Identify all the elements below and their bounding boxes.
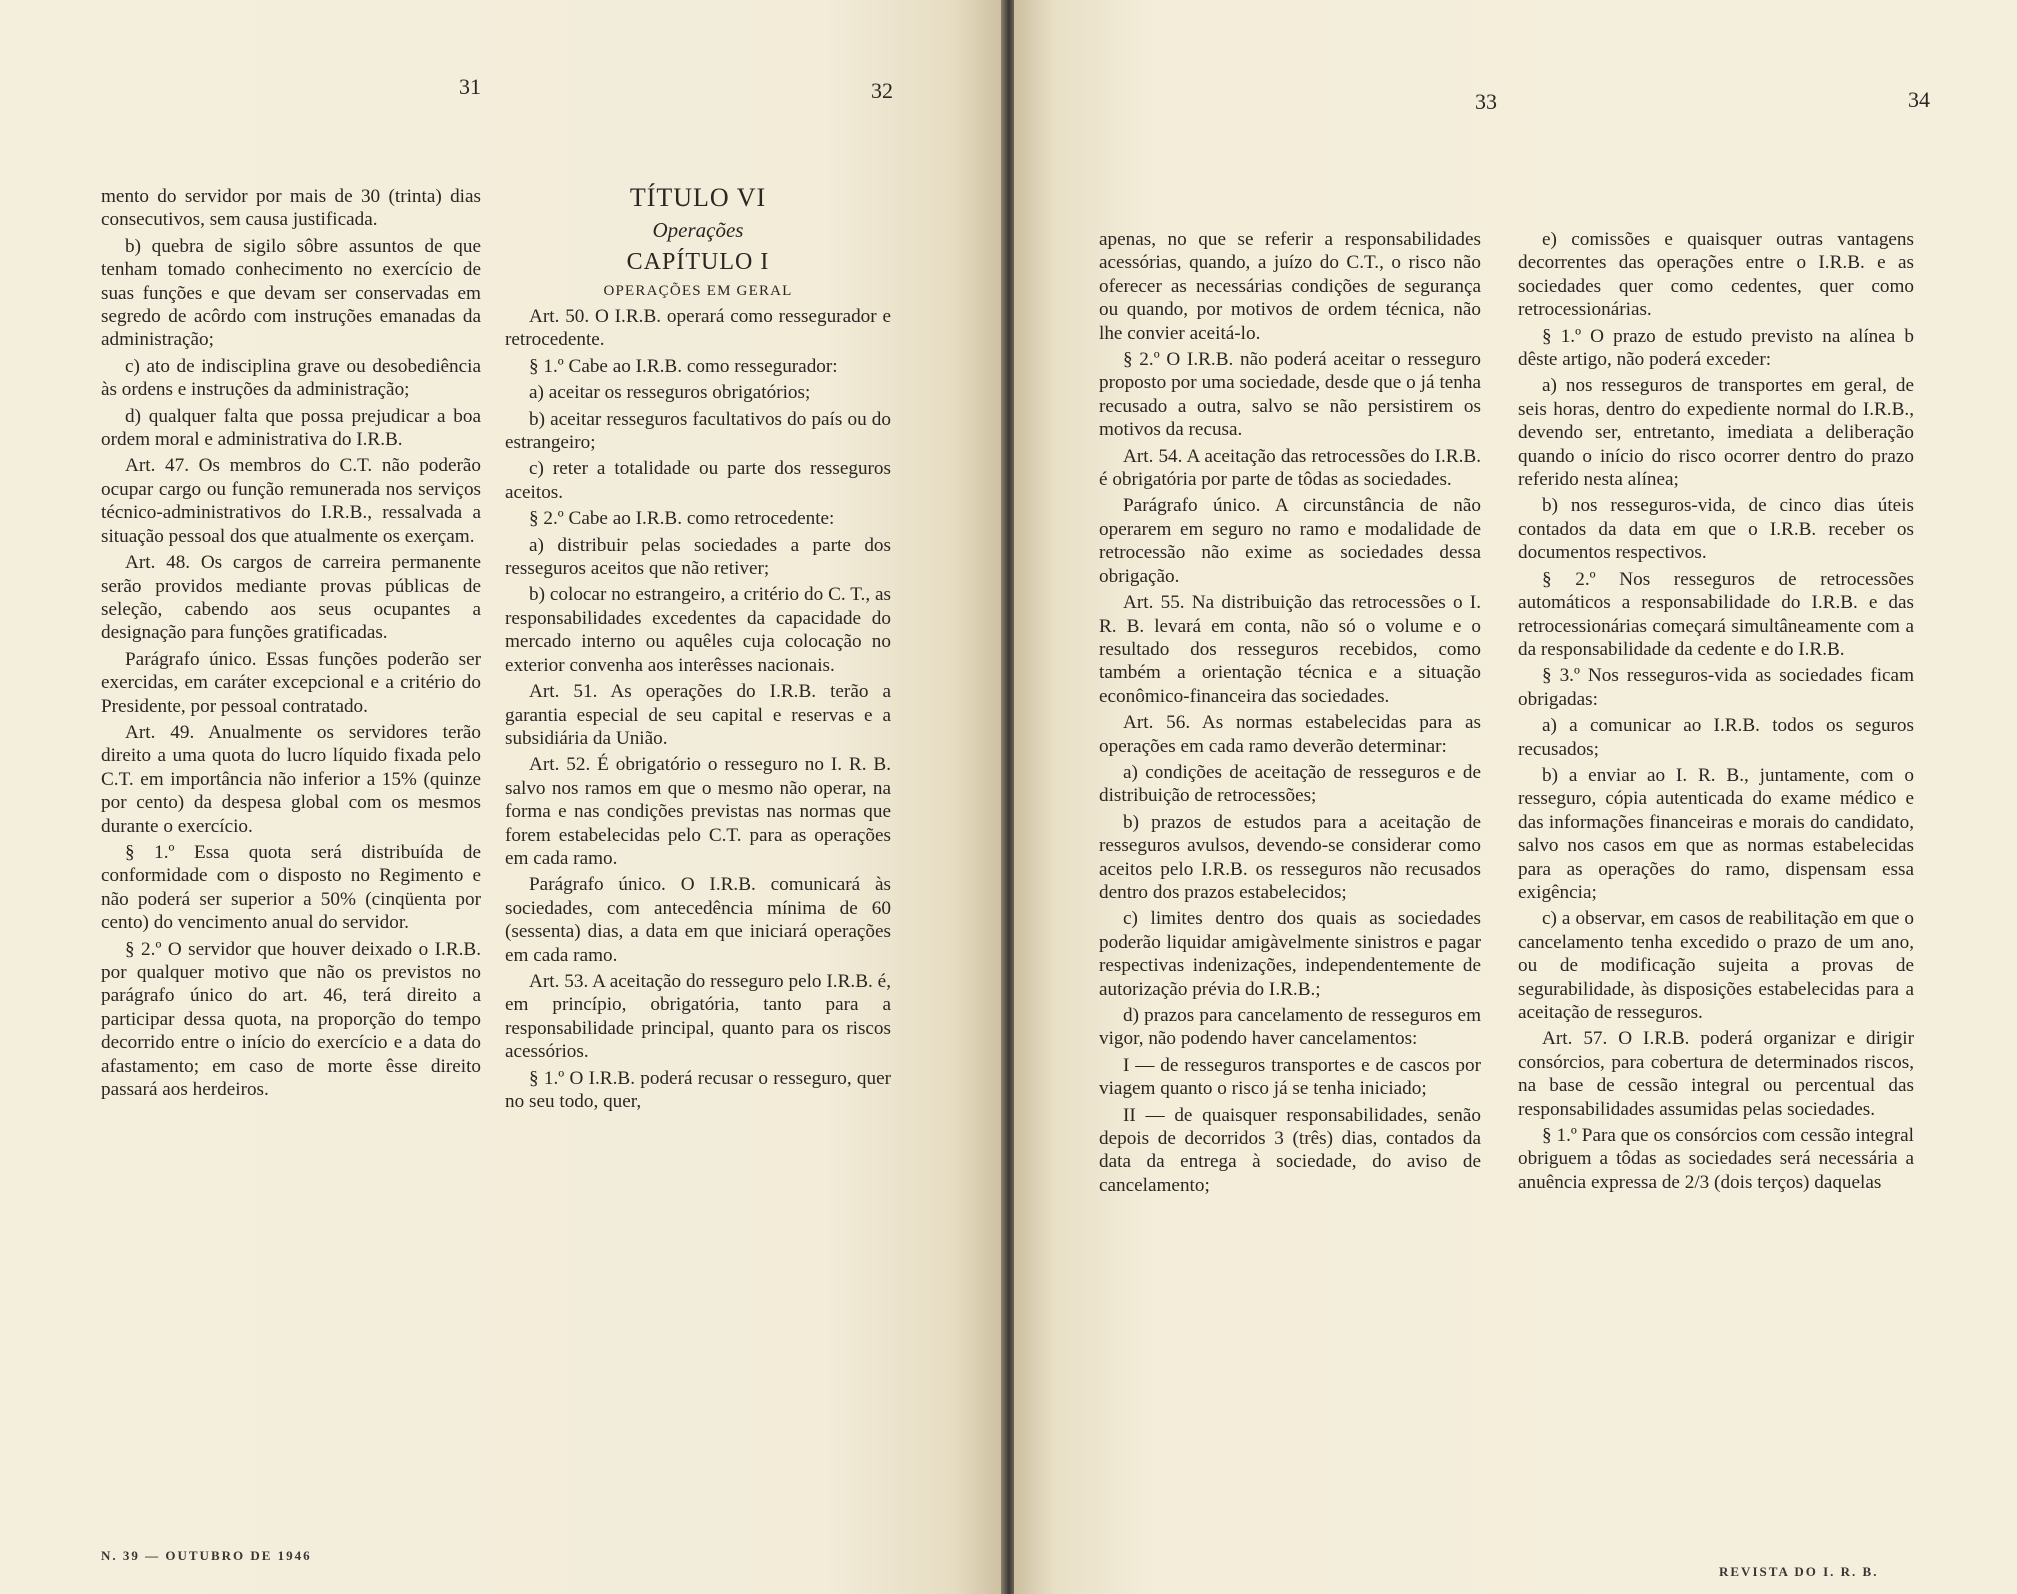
paragraph: c) ato de indisciplina grave ou desobediência às ordens e instruções da administração;	[101, 355, 481, 401]
title-operacoes: Operações	[652, 218, 744, 242]
paragraph: Parágrafo único. O I.R.B. comunicará às sociedades, com antecedência mínima de 60 (sessenta) dias, a data em que iniciará operações em cada ramo.	[505, 874, 891, 966]
paragraph: d) prazos para cancelamento de resseguros em vigor, não podendo haver cancelamentos:	[1099, 1005, 1481, 1050]
column-page-31	[101, 185, 481, 1104]
paragraph: a) nos resseguros de transportes em geral, de seis horas, dentro do expediente normal do I.R.B., devendo ser, entretanto, imediata a deliberação quando o início do risco ocorrer dentro do prazo referido nesta alínea;	[1518, 375, 1914, 491]
column-page-32	[505, 183, 891, 1116]
paragraph: Art. 57. O I.R.B. poderá organizar e dirigir consórcios, para cobertura de determinados riscos, na base de cessão integral ou percentual das responsabilidades assumidas pelas sociedades.	[1518, 1028, 1914, 1120]
title-section: TÍTULO VI	[629, 183, 767, 212]
paragraph: c) limites dentro dos quais as sociedades poderão liquidar amigàvelmente sinistros e pagar respectivas indenizações, independentemente de autorização prévia do I.R.B.;	[1099, 908, 1481, 1000]
paragraph: Parágrafo único. Essas funções poderão ser exercidas, em caráter excepcional e a critério do Presidente, por pessoal contratado.	[101, 648, 481, 717]
paragraph: § 3.º Nos resseguros-vida as sociedades ficam obrigadas:	[1518, 665, 1914, 710]
chapter-subtitle: OPERAÇÕES EM GERAL	[603, 283, 793, 299]
paragraph: § 1.º Cabe ao I.R.B. como ressegurador:	[529, 355, 838, 377]
right-page	[1014, 0, 2017, 1594]
paragraph: § 1.º Para que os consórcios com cessão integral obriguem a tôdas as sociedades será necessária a anuência expressa de 2/3 (dois terços) daquelas	[1518, 1125, 1914, 1193]
paragraph: Art. 52. É obrigatório o resseguro no I. R. B. salvo nos ramos em que o mesmo não operar, na forma e nas condições previstas nas normas que forem estabelecidas pelo C.T. para as operações em cada ramo.	[505, 754, 891, 869]
paragraph: Art. 53. A aceitação do resseguro pelo I.R.B. é, em princípio, obrigatória, tanto para a responsabilidade principal, quanto para os riscos acessórios.	[505, 970, 891, 1063]
chapter-title: CAPÍTULO I	[626, 249, 770, 275]
column-page-34	[1518, 228, 1914, 1197]
paragraph: Art. 49. Anualmente os servidores terão direito a uma quota do lucro líquido fixada pelo C.T. em importância não inferior a 15% (quinze por cento) da despesa global com os mesmos durante o exercício.	[101, 721, 481, 837]
paragraph: § 1.º Essa quota será distribuída de conformidade com o disposto no Regimento e não poderá ser superior a 50% (cinqüenta por cento) do vencimento anual do servidor.	[101, 841, 481, 934]
paragraph: Art. 56. As normas estabelecidas para as operações em cada ramo deverão determinar:	[1099, 712, 1481, 757]
page-number-32: 32	[871, 78, 893, 103]
left-page	[0, 0, 1004, 1594]
page-number-31: 31	[459, 74, 481, 99]
paragraph: e) comissões e quaisquer outras vantagens decorrentes das operações entre o I.R.B. e as sociedades quer como cedentes, quer como retrocessionárias.	[1518, 229, 1914, 321]
paragraph: a) aceitar os resseguros obrigatórios;	[529, 382, 811, 404]
paragraph: Art. 50. O I.R.B. operará como ressegurador e retrocedente.	[505, 306, 891, 351]
paragraph: § 1.º O prazo de estudo previsto na alínea b dêste artigo, não poderá exceder:	[1518, 325, 1914, 371]
paragraph: § 1.º O I.R.B. poderá recusar o resseguro, quer no seu todo, quer,	[505, 1067, 891, 1112]
paragraph: Art. 51. As operações do I.R.B. terão a garantia especial de seu capital e reservas e a subsidiária da União.	[505, 681, 891, 749]
paragraph: Art. 55. Na distribuição das retrocessões o I. R. B. levará em conta, não só o volume e o resultado dos resseguros recebidos, como também a orientação técnica e a situação econômico-financeira das sociedades.	[1099, 592, 1481, 707]
paragraph: I — de resseguros transportes e de cascos por viagem quanto o risco já se tenha iniciado;	[1099, 1054, 1481, 1100]
paragraph: b) quebra de sigilo sôbre assuntos de que tenham tomado conhecimento no exercício de suas funções e que devam ser conservadas em segredo de acôrdo com instruções emanadas da administração;	[101, 235, 481, 351]
page-number-33: 33	[1475, 89, 1497, 114]
paragraph: § 2.º Cabe ao I.R.B. como retrocedente:	[529, 508, 835, 530]
paragraph: b) aceitar resseguros facultativos do país ou do estrangeiro;	[505, 408, 891, 454]
column-page-33	[1099, 228, 1481, 1200]
paragraph: § 2.º O I.R.B. não poderá aceitar o resseguro proposto por uma sociedade, desde que o já tenha recusado a outra, salvo se não persistirem os motivos da recusa.	[1099, 349, 1481, 441]
paragraph: Art. 54. A aceitação das retrocessões do I.R.B. é obrigatória por parte de tôdas as sociedades.	[1099, 445, 1481, 491]
paragraph: d) qualquer falta que possa prejudicar a boa ordem moral e administrativa do I.R.B.	[101, 405, 481, 451]
paragraph: c) reter a totalidade ou parte dos resseguros aceitos.	[505, 458, 891, 503]
footer-journal: REVISTA DO I. R. B.	[1719, 1564, 1879, 1579]
paragraph: a) distribuir pelas sociedades a parte dos resseguros aceitos que não retiver;	[505, 534, 891, 580]
paragraph: § 2.º Nos resseguros de retrocessões automáticos a responsabilidade do I.R.B. e das retrocessionárias começará simultâneamente com a da responsabilidade da cedente e do I.R.B.	[1518, 568, 1914, 660]
paragraph: Art. 48. Os cargos de carreira permanente serão providos mediante provas públicas de seleção, cabendo aos seus ocupantes a designação para funções gratificadas.	[101, 552, 481, 644]
paragraph: a) condições de aceitação de resseguros e de distribuição de retrocessões;	[1099, 761, 1481, 807]
paragraph: b) colocar no estrangeiro, a critério do C. T., as responsabilidades excedentes da capacidade do mercado interno ou aquêles cuja colocação no exterior convenha aos interêsses nacionais.	[505, 584, 891, 676]
paragraph: b) prazos de estudos para a aceitação de resseguros avulsos, devendo-se considerar como aceitos pelo I.R.B. os resseguros não recusados dentro dos prazos estabelecidos;	[1099, 811, 1481, 903]
paragraph: b) a enviar ao I. R. B., juntamente, com o resseguro, cópia autenticada do exame médico e das informações financeiras e morais do candidato, salvo nos casos em que as normas estabelecidas para as operações do ramo, dispensam essa exigência;	[1518, 764, 1914, 903]
paragraph: a) a comunicar ao I.R.B. todos os seguros recusados;	[1518, 715, 1914, 760]
paragraph: § 2.º O servidor que houver deixado o I.R.B. por qualquer motivo que não os previstos no parágrafo único do art. 46, terá direito a participar dessa quota, na proporção do tempo decorrido entre o início do exercício e a data do afastamento; em caso de morte êsse direito passará aos herdeiros.	[101, 938, 481, 1101]
paragraph: Art. 47. Os membros do C.T. não poderão ocupar cargo ou função remunerada nos serviços técnico-administrativos do I.R.B., ressalvada a situação pessoal dos que atualmente os exerçam.	[101, 455, 481, 547]
page-number-34: 34	[1908, 87, 1930, 112]
paragraph: II — de quaisquer responsabilidades, senão depois de decorridos 3 (três) dias, contados da data da entrega à sociedade, do aviso de cancelamento;	[1099, 1104, 1481, 1196]
footer-issue: N. 39 — OUTUBRO DE 1946	[101, 1548, 312, 1563]
paragraph: c) a observar, em casos de reabilitação em que o cancelamento tenha excedido o prazo de um ano, ou de modificação sujeita a provas de segurabilidade, às disposições estabelecidas para a aceitação de resseguros.	[1518, 908, 1914, 1023]
paragraph: mento do servidor por mais de 30 (trinta) dias consecutivos, sem causa justificada.	[101, 186, 481, 231]
paragraph: apenas, no que se referir a responsabilidades acessórias, quando, a juízo do C.T., o risco não oferecer as necessárias condições de segurança ou quando, por motivos de ordem técnica, não lhe convier aceitá-lo.	[1099, 229, 1481, 344]
paragraph: Parágrafo único. A circunstância de não operarem em seguro no ramo e modalidade de retrocessão não exime as sociedades dessa obrigação.	[1099, 495, 1481, 587]
paragraph: b) nos resseguros-vida, de cinco dias úteis contados da data em que o I.R.B. receber os documentos respectivos.	[1518, 495, 1914, 564]
